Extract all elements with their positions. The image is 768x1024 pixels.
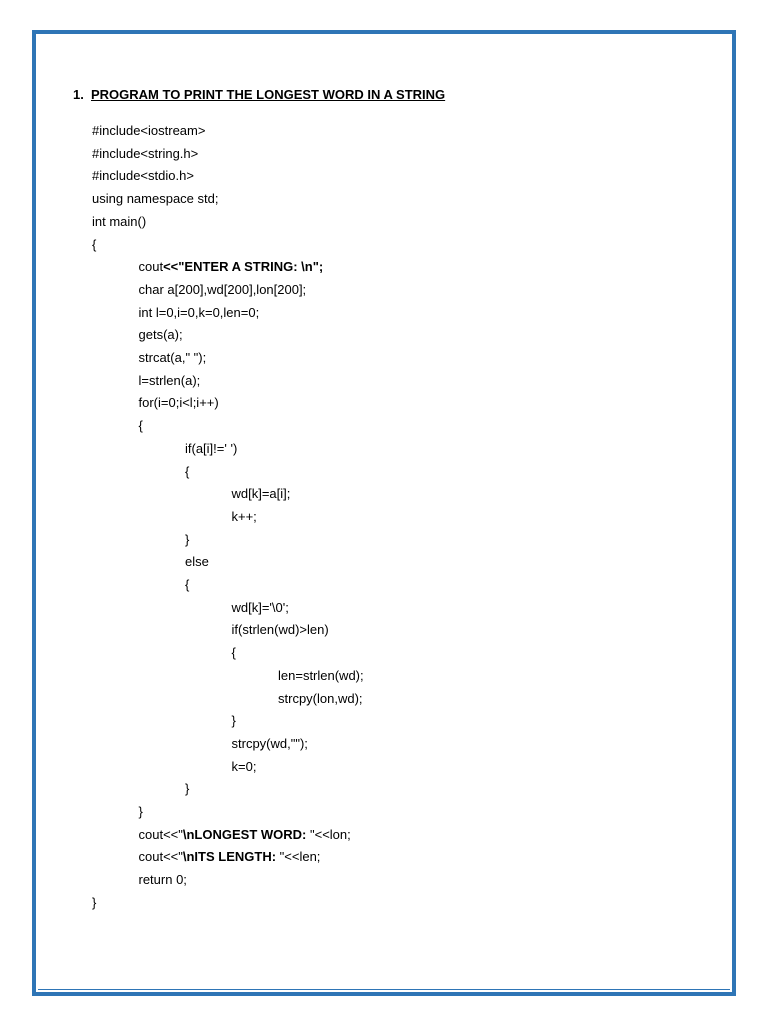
code-text: { (231, 645, 236, 661)
code-line (139, 801, 143, 824)
code-text: } (138, 804, 143, 819)
code-text: gets(a); (138, 327, 183, 343)
code-line (139, 415, 143, 438)
code-text: { (185, 463, 190, 479)
code-line (139, 324, 183, 347)
code-text: { (138, 418, 143, 434)
program-heading (73, 87, 445, 102)
code-line (139, 869, 187, 892)
heading-title: PROGRAM TO PRINT THE LONGEST WORD IN A STRING (91, 87, 446, 102)
code-text: char a[200],wd[200],lon[200]; (138, 281, 307, 297)
code-text: cout (138, 259, 164, 275)
code-line (185, 574, 189, 597)
code-text: #include<stdio.h> (92, 168, 194, 184)
code-text: #include<string.h> (92, 145, 199, 161)
code-text: if(a[i]!=' ') (185, 440, 238, 456)
code-line (92, 188, 218, 211)
code-line (92, 234, 96, 257)
code-text: len=strlen(wd); (278, 667, 364, 683)
code-line (92, 892, 96, 915)
code-line (139, 302, 260, 325)
code-text: \nITS LENGTH: (182, 849, 280, 865)
code-text: "<<len; (279, 849, 321, 865)
code-line (185, 529, 189, 552)
code-text: { (92, 236, 97, 252)
code-line (278, 688, 363, 711)
code-text: wd[k]='\0'; (231, 599, 289, 615)
code-text: } (185, 781, 190, 797)
code-line (139, 279, 307, 302)
code-text: else (185, 554, 209, 570)
code-line (232, 619, 329, 642)
code-line (232, 733, 308, 756)
code-line (232, 597, 289, 620)
code-text: strcpy(wd,""); (231, 735, 308, 751)
code-text: cout<<" (138, 826, 183, 842)
code-line (92, 120, 205, 143)
code-line (232, 710, 236, 733)
heading-number: 1. (73, 87, 84, 102)
code-text: return 0; (138, 872, 187, 888)
code-line (139, 824, 351, 847)
code-text: k=0; (231, 758, 257, 774)
code-text: } (92, 894, 97, 910)
code-text: int main() (92, 213, 147, 229)
code-text: \nLONGEST WORD: (182, 826, 310, 842)
code-line (92, 211, 146, 234)
code-line (278, 665, 364, 688)
code-line (185, 438, 237, 461)
code-line (92, 143, 198, 166)
code-text: } (231, 713, 236, 729)
code-text: wd[k]=a[i]; (231, 486, 291, 502)
code-text: "<<lon; (309, 826, 351, 842)
code-text: cout<<" (138, 849, 183, 865)
code-line (232, 483, 291, 506)
code-text: { (185, 577, 190, 592)
code-line (232, 756, 257, 779)
code-line (139, 846, 321, 869)
code-line (232, 506, 257, 529)
code-text: int l=0,i=0,k=0,len=0; (138, 304, 260, 320)
code-text: if(strlen(wd)>len) (231, 622, 329, 638)
code-line (185, 461, 189, 484)
code-text: #include<iostream> (92, 123, 206, 138)
code-line (185, 778, 189, 801)
code-text: } (185, 531, 190, 547)
code-text: using namespace std; (92, 191, 219, 207)
code-text: strcpy(lon,wd); (278, 690, 363, 706)
code-line (139, 256, 324, 279)
code-text: k++; (231, 508, 257, 524)
code-line (185, 551, 209, 574)
code-text: strcat(a," "); (138, 350, 207, 365)
code-text: <<"ENTER A STRING: \n"; (163, 259, 324, 275)
code-line (139, 370, 201, 393)
code-line (139, 392, 219, 415)
code-line (92, 165, 194, 188)
code-line (139, 347, 207, 370)
code-line (232, 642, 236, 665)
code-text: for(i=0;i<l;i++) (138, 395, 219, 411)
code-text: l=strlen(a); (138, 372, 201, 388)
